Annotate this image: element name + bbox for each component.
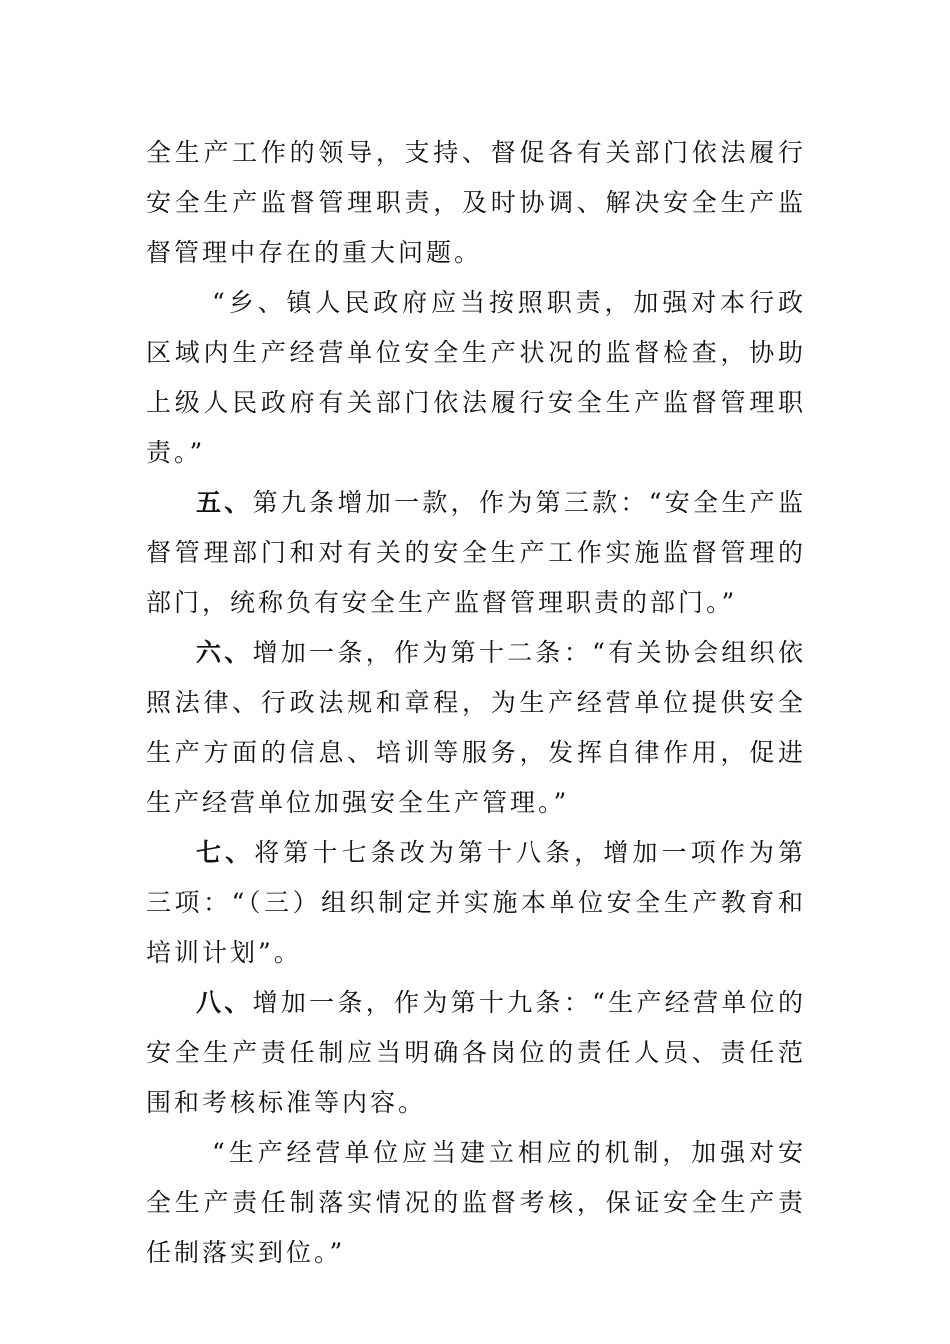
- item-number: 八、: [196, 988, 253, 1017]
- paragraph-continuation: [146, 128, 806, 278]
- document-body: [146, 128, 806, 1278]
- paragraph-text: “生产经营单位应当建立相应的机制，加强对安全生产责任制落实情况的监督考核，保证安全生产责任制落实到位。”: [146, 1138, 806, 1267]
- paragraph-item-8: [146, 978, 806, 1128]
- paragraph-item-5: [146, 478, 806, 628]
- item-number: 七、: [196, 838, 255, 867]
- paragraph-text: 增加一条，作为第十九条：“生产经营单位的安全生产责任制应当明确各岗位的责任人员、责任范围和考核标准等内容。: [146, 988, 806, 1117]
- paragraph-text: 增加一条，作为第十二条：“有关协会组织依照法律、行政法规和章程，为生产经营单位提供安全生产方面的信息、培训等服务，发挥自律作用，促进生产经营单位加强安全生产管理。”: [146, 638, 806, 817]
- paragraph-text: 第九条增加一款，作为第三款：“安全生产监督管理部门和对有关的安全生产工作实施监督管理的部门，统称负有安全生产监督管理职责的部门。”: [146, 488, 806, 617]
- paragraph-text: 全生产工作的领导，支持、督促各有关部门依法履行安全生产监督管理职责，及时协调、解决安全生产监督管理中存在的重大问题。: [146, 138, 806, 267]
- paragraph-quote-mechanism: [146, 1128, 806, 1278]
- paragraph-item-7: [146, 828, 806, 978]
- paragraph-text: 将第十七条改为第十八条，增加一项作为第三项：“（三）组织制定并实施本单位安全生产教育和培训计划”。: [146, 838, 806, 967]
- paragraph-text: “乡、镇人民政府应当按照职责，加强对本行政区域内生产经营单位安全生产状况的监督检查，协助上级人民政府有关部门依法履行安全生产监督管理职责。”: [146, 288, 806, 467]
- paragraph-item-6: [146, 628, 806, 828]
- item-number: 六、: [196, 638, 253, 667]
- item-number: 五、: [196, 488, 253, 517]
- paragraph-quote-township: [146, 278, 806, 478]
